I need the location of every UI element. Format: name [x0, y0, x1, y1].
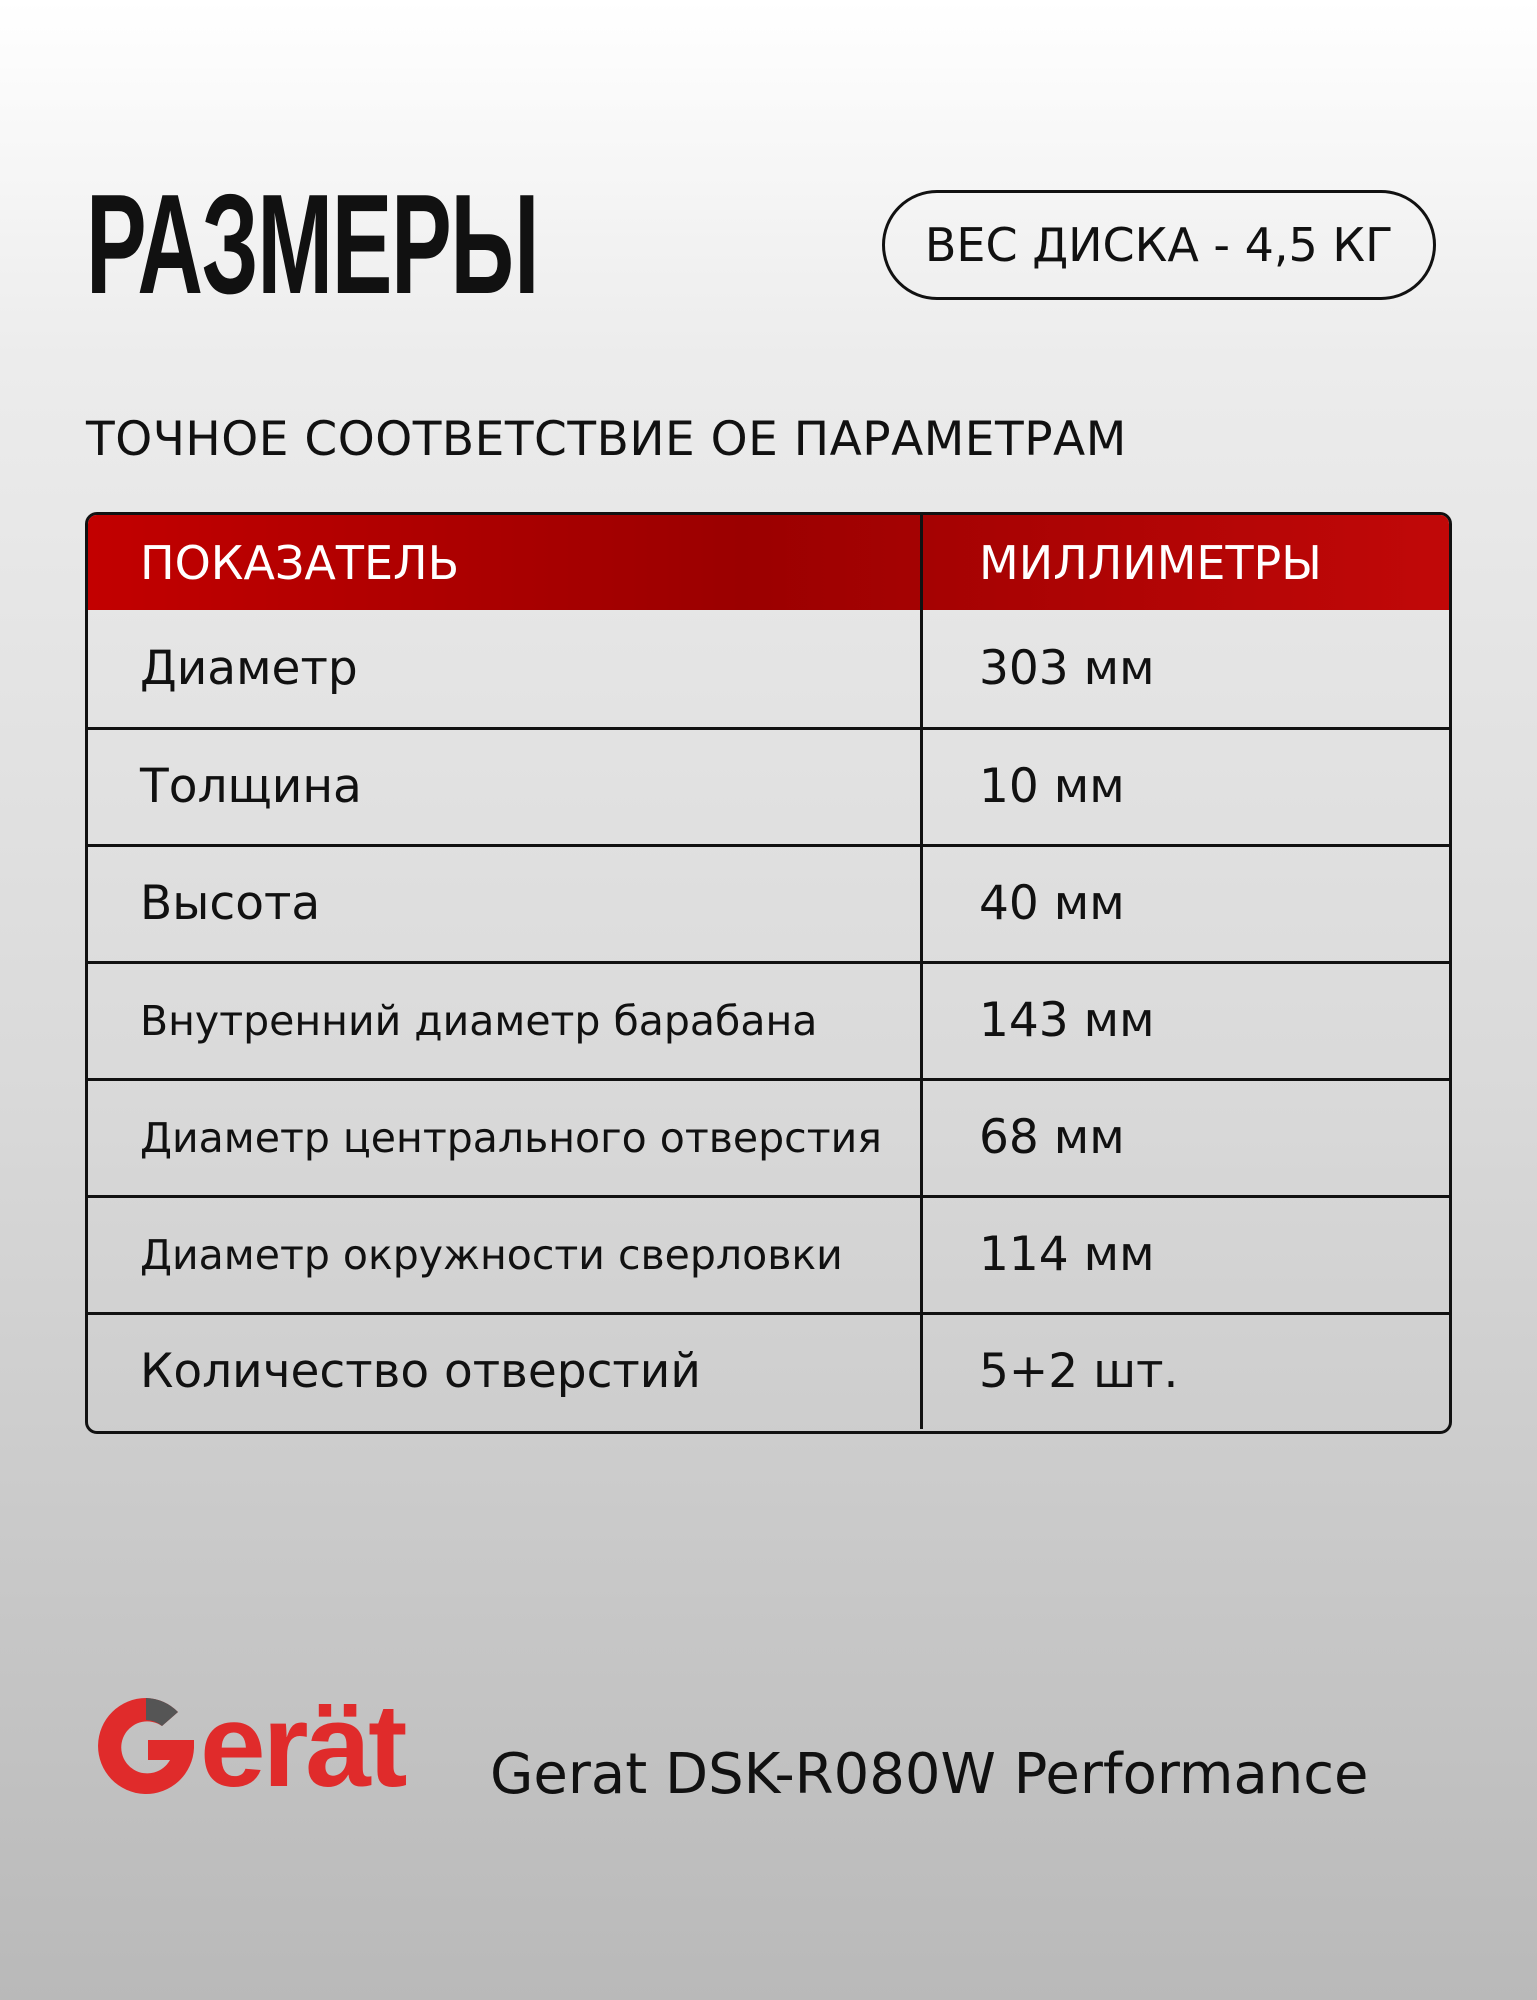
subtitle: ТОЧНОЕ СООТВЕТСТВИЕ ОЕ ПАРАМЕТРАМ [86, 412, 1127, 467]
row-value: 5+2 шт. [979, 1344, 1179, 1399]
table-row [88, 1195, 1449, 1312]
row-label: Диаметр окружности сверловки [88, 1198, 923, 1312]
row-label: Диаметр центрального отверстия [88, 1081, 923, 1195]
table-row [88, 1078, 1449, 1195]
table-row [88, 610, 1449, 727]
row-value: 303 мм [979, 640, 1155, 696]
page-title: РАЗМЕРЫ [86, 165, 539, 324]
table-header [88, 515, 1449, 610]
product-name: Gerat DSK-R080W Performance [490, 1742, 1369, 1807]
row-label: Диаметр [88, 610, 923, 727]
brand-logo [90, 1680, 405, 1812]
row-value: 114 мм [979, 1227, 1155, 1282]
row-value: 143 мм [979, 993, 1155, 1048]
brand-logo-text: erät [200, 1680, 405, 1812]
row-value: 68 мм [979, 1110, 1125, 1165]
row-value: 40 мм [979, 876, 1125, 931]
dimensions-table [85, 512, 1452, 1434]
gerat-g-logo-icon [90, 1690, 202, 1802]
weight-badge: ВЕС ДИСКА - 4,5 КГ [882, 190, 1436, 300]
header-cell-indicator: ПОКАЗАТЕЛЬ [88, 515, 923, 610]
table-row [88, 1312, 1449, 1429]
row-label: Высота [88, 847, 923, 961]
header-cell-millimeters: МИЛЛИМЕТРЫ [979, 535, 1322, 590]
row-label: Толщина [88, 730, 923, 844]
row-value: 10 мм [979, 759, 1125, 814]
row-label: Количество отверстий [88, 1315, 923, 1429]
table-row [88, 727, 1449, 844]
table-row [88, 961, 1449, 1078]
table-row [88, 844, 1449, 961]
row-label: Внутренний диаметр барабана [88, 964, 923, 1078]
